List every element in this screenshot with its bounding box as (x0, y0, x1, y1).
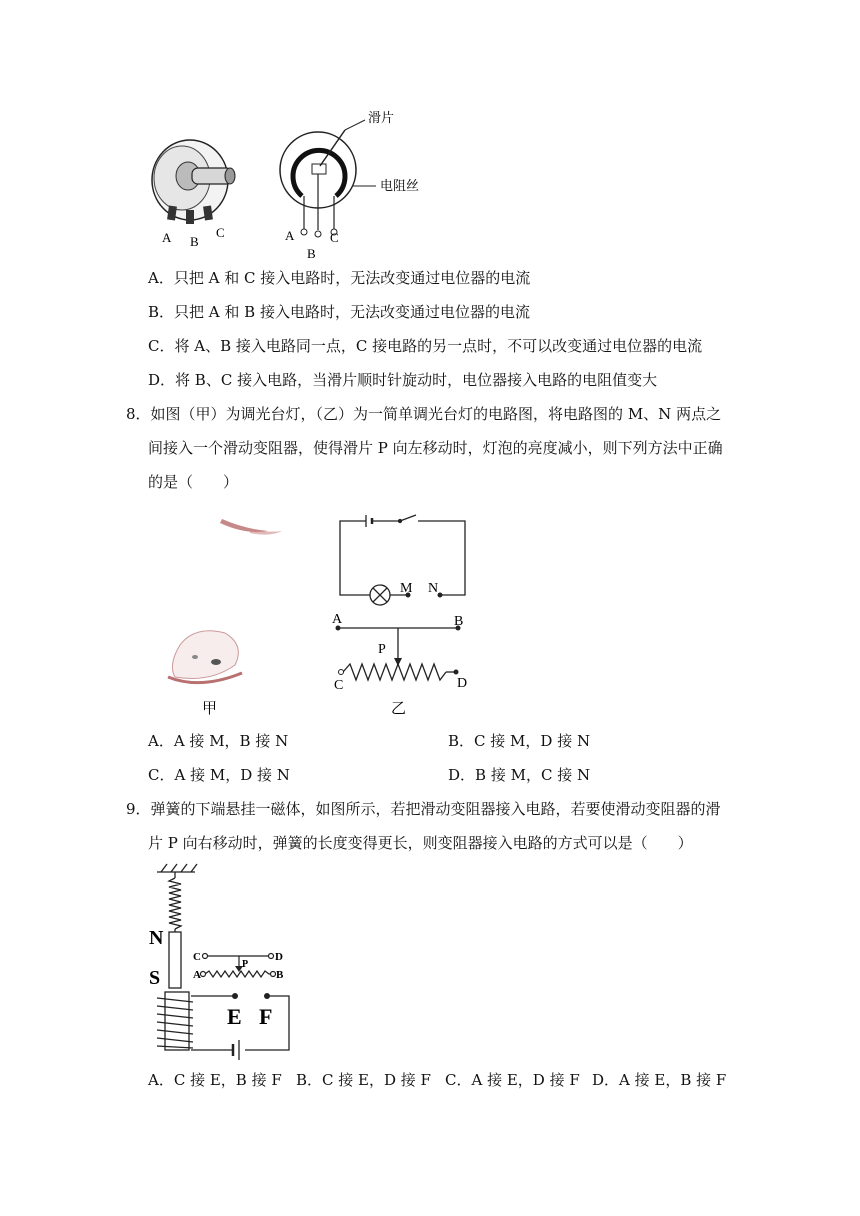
label-m: M (400, 581, 413, 596)
q9-stem-line-1: 9．弹簧的下端悬挂一磁体，如图所示，若把滑动变阻器接入电路，若要使滑动变阻器的滑 (126, 800, 721, 818)
label-slider: 滑片 (368, 111, 395, 126)
label-c: C (334, 678, 344, 693)
left-terminal-b: B (190, 234, 199, 249)
left-terminal-a: A (162, 230, 172, 245)
right-terminal-c: C (330, 230, 339, 245)
label-b: B (454, 614, 464, 629)
left-terminal-c: C (216, 225, 225, 240)
q9-option-c: C．A 接 E，D 接 F (445, 1071, 580, 1089)
caption-jia: 甲 (202, 699, 218, 717)
q8-option-c: C．A 接 M，D 接 N (148, 766, 290, 784)
q8-circuit-drawings (150, 505, 490, 720)
q9-option-b: B．C 接 E，D 接 F (296, 1071, 431, 1089)
q9-figure (145, 860, 305, 1060)
q7-option-c: C．将 A、B 接入电路同一点，C 接电路的另一点时，不可以改变通过电位器的电流 (148, 337, 703, 355)
right-terminal-a: A (285, 228, 295, 243)
label-a: A (332, 612, 343, 627)
magnet-south-label: S (149, 967, 161, 989)
q9-electromagnet-drawing (145, 860, 305, 1060)
label-p: P (378, 642, 386, 657)
q9-stem-line-2: 片 P 向右移动时，弹簧的长度变得更长，则变阻器接入电路的方式可以是（ ） (148, 834, 693, 852)
q8-stem-line-3: 的是（ ） (148, 473, 239, 491)
slider-arrow-icon (394, 658, 402, 666)
right-terminal-b: B (307, 246, 316, 260)
q8-option-b: B．C 接 M，D 接 N (448, 732, 591, 750)
q9-option-a: A．C 接 E，B 接 F (148, 1071, 282, 1089)
dimmer-circuit (338, 515, 465, 680)
q8-option-d: D．B 接 M，C 接 N (448, 766, 591, 784)
potentiometer-drawings (140, 100, 460, 260)
q8-stem-line-1: 8．如图（甲）为调光台灯，（乙）为一简单调光台灯的电路图，将电路图的 M、N 两点之 (126, 405, 722, 423)
label-n: N (428, 581, 439, 596)
q8-stem-line-2: 间接入一个滑动变阻器，使得滑片 P 向左移动时，灯泡的亮度减小，则下列方法中正确 (148, 439, 723, 457)
label-resistance-wire: 电阻丝 (380, 179, 420, 194)
q9-option-d: D．A 接 E，B 接 F (592, 1071, 727, 1089)
magnet-north-label: N (149, 927, 164, 949)
q9-label-c: C (193, 951, 201, 963)
q8-figure (150, 505, 490, 720)
caption-yi: 乙 (391, 699, 407, 717)
q7-option-d: D．将 B、C 接入电路，当滑片顺时针旋动时，电位器接入电路的电阻值变大 (148, 371, 658, 389)
terminal-e-label: E (227, 1004, 242, 1029)
q9-label-p: P (242, 959, 249, 970)
q7-option-a: A．只把 A 和 C 接入电路时，无法改变通过电位器的电流 (148, 269, 531, 287)
potentiometer-exterior (152, 140, 235, 224)
q9-label-d: D (275, 951, 283, 963)
q9-label-b: B (276, 969, 284, 981)
label-d: D (457, 676, 468, 691)
potentiometer-interior (280, 120, 376, 237)
terminal-f-label: F (259, 1004, 273, 1029)
q9-label-a: A (193, 969, 201, 981)
q7-option-b: B．只把 A 和 B 接入电路时，无法改变通过电位器的电流 (148, 303, 530, 321)
desk-lamp-image (168, 519, 282, 683)
q7-potentiometer-figure (140, 100, 460, 260)
q8-option-a: A．A 接 M，B 接 N (148, 732, 289, 750)
